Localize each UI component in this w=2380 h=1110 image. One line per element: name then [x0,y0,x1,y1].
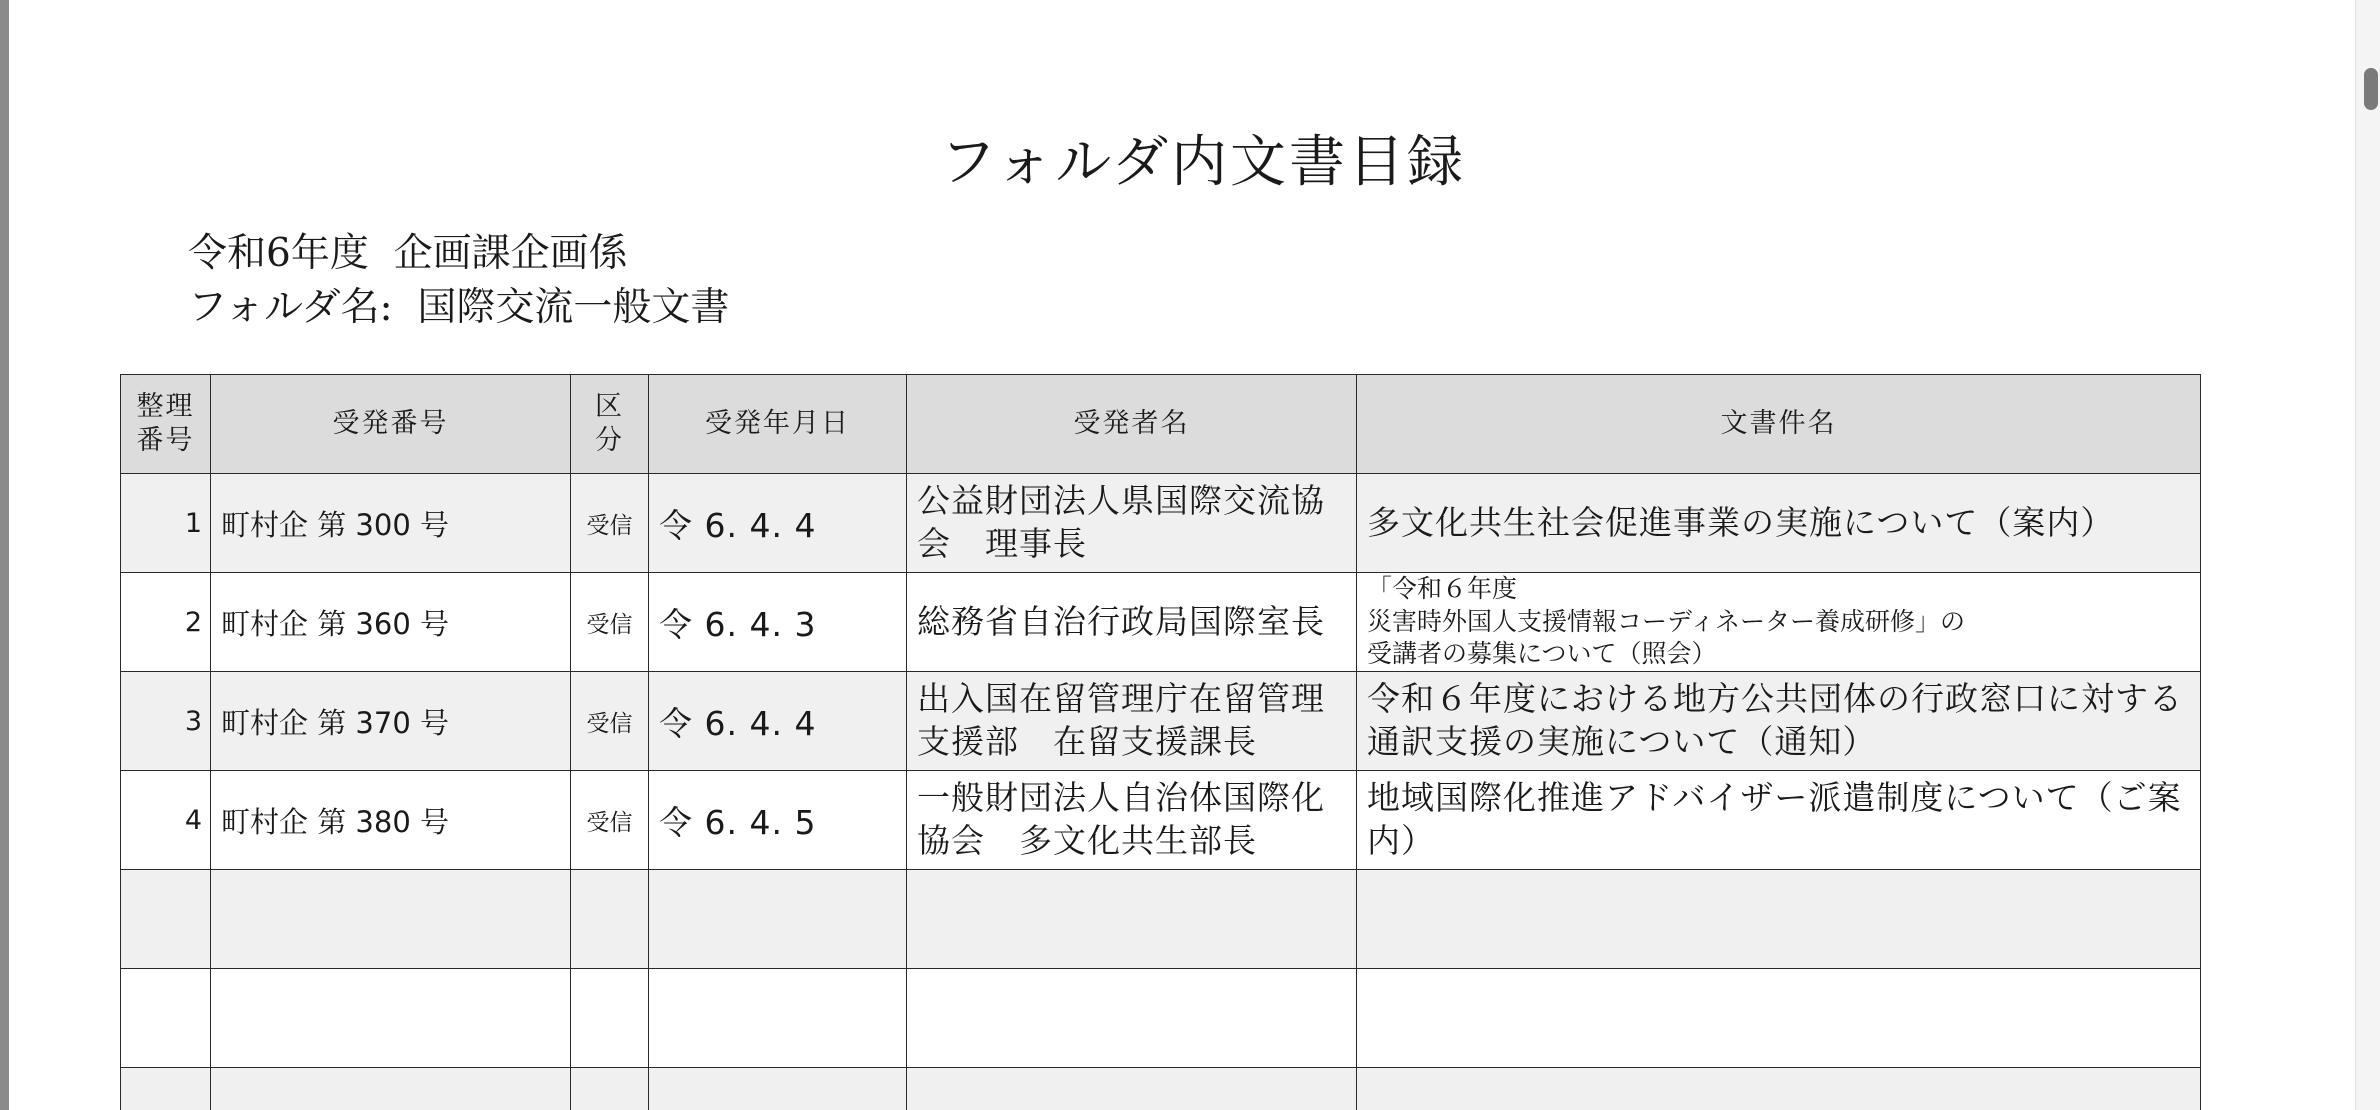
empty-cell [907,1068,1357,1110]
header-kubun: 区 分 [571,375,649,474]
cell-bunsho-kenmei: 多文化共生社会促進事業の実施について（案内） [1357,474,2201,573]
empty-cell [121,1068,211,1110]
empty-cell [571,870,649,969]
cell-seiri-bango: 3 [121,672,211,771]
cell-kubun: 受信 [571,573,649,672]
cell-seiri-bango: 4 [121,771,211,870]
cell-kubun: 受信 [571,672,649,771]
empty-cell [121,969,211,1068]
table-row-empty [121,969,2201,1068]
header-juhatsu-sha: 受発者名 [907,375,1357,474]
table-row-empty [121,1068,2201,1110]
cell-juhatsu-date: 令 6. 4. 3 [649,573,907,672]
empty-cell [649,1068,907,1110]
cell-juhatsu-date: 令 6. 4. 5 [649,771,907,870]
empty-cell [571,969,649,1068]
cell-juhatsu-date: 令 6. 4. 4 [649,672,907,771]
cell-seiri-bango: 2 [121,573,211,672]
scrollbar-thumb[interactable] [2364,68,2378,110]
table-row [121,474,2201,573]
empty-cell [649,870,907,969]
document-list-table [120,374,2201,1110]
cell-kubun: 受信 [571,474,649,573]
folder-name: フォルダ名: 国際交流一般文書 [188,285,730,330]
cell-juhatsu-bango: 町村企 第 380 号 [211,771,571,870]
cell-juhatsu-sha: 公益財団法人県国際交流協会 理事長 [907,474,1357,573]
cell-juhatsu-bango: 町村企 第 300 号 [211,474,571,573]
fiscal-year-section: 令和6年度 企画課企画係 [188,231,628,276]
table-row [121,573,2201,672]
subject-line: 「令和６年度 [1367,574,1518,604]
cell-seiri-bango: 1 [121,474,211,573]
empty-cell [211,969,571,1068]
cell-juhatsu-date: 令 6. 4. 4 [649,474,907,573]
header-juhatsu-bango: 受発番号 [211,375,571,474]
cell-bunsho-kenmei [1357,573,2201,672]
table-row-empty [121,870,2201,969]
header-seiri-bango: 整理 番号 [121,375,211,474]
header-juhatsu-date: 受発年月日 [649,375,907,474]
header-bunsho-kenmei: 文書件名 [1357,375,2201,474]
empty-cell [1357,1068,2201,1110]
cell-kubun: 受信 [571,771,649,870]
subject-line: 受講者の募集について（照会） [1367,639,1717,669]
table-header-row [121,375,2201,474]
cell-juhatsu-sha: 総務省自治行政局国際室長 [907,573,1357,672]
empty-cell [121,870,211,969]
cell-bunsho-kenmei: 令和６年度における地方公共団体の行政窓口に対する通訳支援の実施について（通知） [1357,672,2201,771]
table-row [121,771,2201,870]
empty-cell [211,1068,571,1110]
empty-cell [571,1068,649,1110]
empty-cell [1357,969,2201,1068]
cell-juhatsu-sha: 出入国在留管理庁在留管理支援部 在留支援課長 [907,672,1357,771]
empty-cell [907,969,1357,1068]
cell-juhatsu-bango: 町村企 第 360 号 [211,573,571,672]
empty-cell [907,870,1357,969]
cell-juhatsu-bango: 町村企 第 370 号 [211,672,571,771]
table-row [121,672,2201,771]
cell-bunsho-kenmei: 地域国際化推進アドバイザー派遣制度について（ご案内） [1357,771,2201,870]
empty-cell [211,870,571,969]
empty-cell [1357,870,2201,969]
cell-juhatsu-sha: 一般財団法人自治体国際化協会 多文化共生部長 [907,771,1357,870]
empty-cell [649,969,907,1068]
subject-line: 災害時外国人支援情報コーディネーター養成研修」の [1367,606,1966,636]
page-title: フォルダ内文書目録 [940,130,1466,195]
